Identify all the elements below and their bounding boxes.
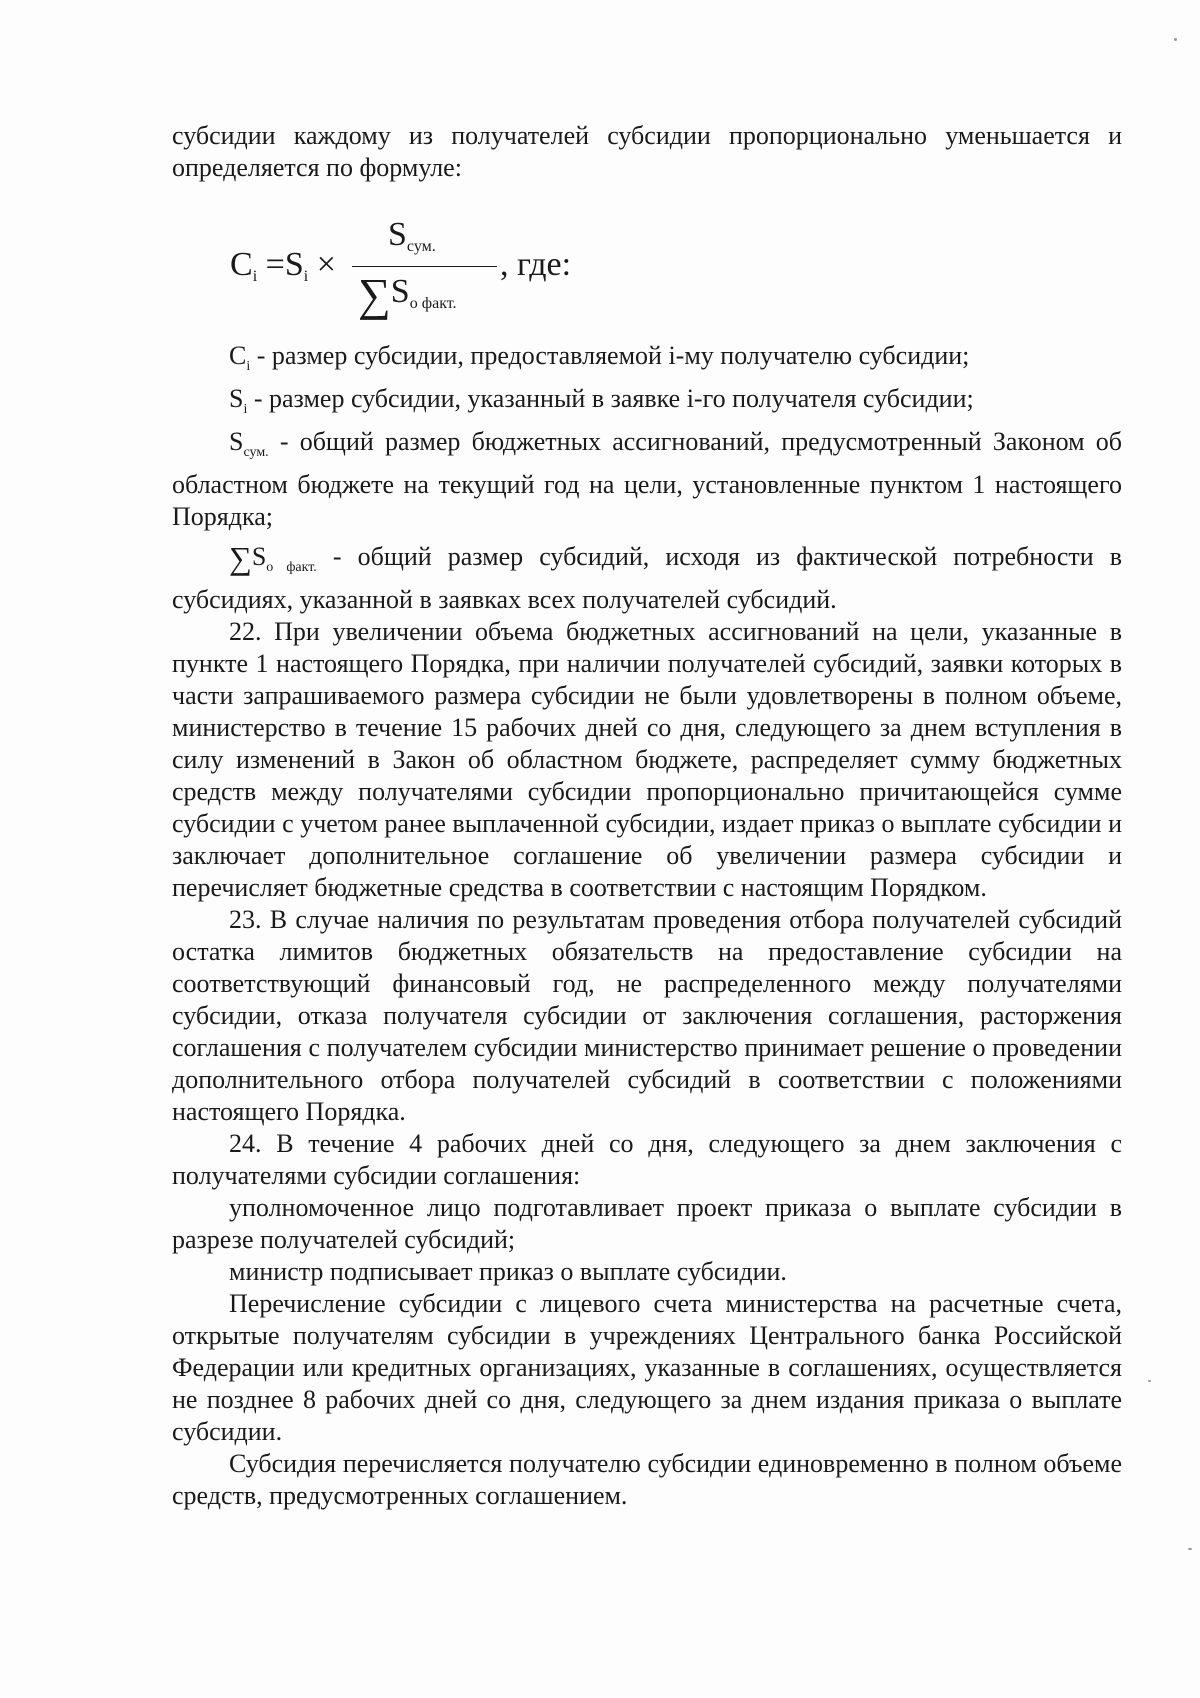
definition-si	[172, 383, 1122, 426]
formula-s-sub: i	[303, 268, 309, 285]
formula-sigma: ∑	[358, 269, 391, 320]
paragraph-24: 24. В течение 4 рабочих дней со дня, следующего за днем заключения с получателями субсидии соглашения:	[172, 1129, 1122, 1190]
paragraph-lump-sum: Субсидия перечисляется получателю субсидии единовременно в полном объеме средств, предусмотренных соглашением.	[172, 1449, 1122, 1510]
def-sym: S	[251, 542, 267, 571]
paragraph-24-item-1: уполномоченное лицо подготавливает проект приказа о выплате субсидии в разрезе получателей субсидий;	[172, 1193, 1122, 1254]
formula-den-sub: о факт.	[409, 295, 457, 312]
formula-den-var: S	[390, 273, 410, 310]
def-sym: S	[229, 384, 244, 413]
intro-block	[172, 120, 1122, 184]
def-sigma: ∑	[229, 540, 252, 576]
def-sub: сум.	[243, 445, 269, 460]
paragraph-transfer: Перечисление субсидии с лицевого счета министерства на расчетные счета, открытые получателям субсидии в учреждениях Центрального банка Российской Федерации или кредитных организациях, указанные в соглашениях, осуществляется не позднее 8 рабочих дней со дня, следующего за днем издания приказа о выплате субсидии.	[172, 1289, 1122, 1446]
formula-c: C	[230, 246, 253, 283]
intro-text: субсидии каждому из получателей субсидии пропорционально уменьшается и определяется по формуле:	[172, 121, 1122, 182]
definition-ci	[172, 340, 1122, 383]
def-text: - размер субсидии, указанный в заявке i-го получателя субсидии;	[247, 384, 974, 413]
scan-speck	[1174, 38, 1177, 41]
def-sub: i	[246, 359, 251, 374]
formula-eq: =	[265, 246, 285, 283]
formula-numerator	[388, 216, 436, 256]
formula-denominator	[358, 268, 457, 321]
formula-c-sub: i	[252, 268, 258, 285]
def-sym: S	[229, 427, 244, 456]
definitions-block	[172, 340, 1122, 1512]
formula-num-sub: сум.	[406, 238, 436, 255]
paragraph-23: 23. В случае наличия по результатам проведения отбора получателей субсидий остатка лимитов бюджетных обязательств на предоставление субсидии на соответствующий финансовый год, не распределенного между получателями субсидии, отказа получателя субсидии от заключения соглашения, расторжения соглашения с получателем субсидии министерство принимает решение о проведении дополнительного отбора получателей субсидий в соответствии с положениями настоящего Порядка.	[172, 905, 1122, 1126]
formula-num-var: S	[388, 216, 407, 253]
formula	[230, 216, 690, 326]
def-text: - общий размер субсидий, исходя из фактической потребности в субсидиях, указанной в заявках всех получателей субсидий.	[172, 542, 1122, 614]
paragraph-24-item-2: министр подписывает приказ о выплате субсидии.	[229, 1257, 787, 1286]
formula-times: ×	[316, 246, 336, 283]
def-sub: i	[243, 402, 248, 417]
definition-ssum	[172, 426, 1122, 533]
def-text: - размер субсидии, предоставляемой i-му получателю субсидии;	[250, 341, 970, 370]
def-sub: о факт.	[266, 560, 317, 575]
formula-tail: , где:	[500, 246, 572, 283]
formula-fraction-bar	[352, 266, 497, 267]
def-sym: C	[229, 341, 247, 370]
definition-sigma-sfact	[172, 541, 1122, 616]
def-text: - общий размер бюджетных ассигнований, предусмотренный Законом об областном бюджете на текущий год на цели, установленные пунктом 1 настоящего Порядка;	[172, 427, 1122, 531]
formula-s: S	[284, 246, 304, 283]
scan-speck	[1188, 1548, 1192, 1550]
formula-lhs	[230, 246, 336, 286]
paragraph-22: 22. При увеличении объема бюджетных ассигнований на цели, указанные в пункте 1 настоящего Порядка, при наличии получателей субсидий, заявки которых в части запрашиваемого размера субсидии не были удовлетворены в полном объеме, министерство в течение 15 рабочих дней со дня, следующего за днем вступления в силу изменений в Закон об областном бюджете, распределяет сумму бюджетных средств между получателями субсидии пропорционально причитающейся сумме субсидии с учетом ранее выплаченной субсидии, издает приказ о выплате субсидии и заключает дополнительное соглашение об увеличении размера субсидии и перечисляет бюджетные средства в соответствии с настоящим Порядком.	[172, 617, 1122, 902]
scan-speck	[1148, 1380, 1151, 1382]
